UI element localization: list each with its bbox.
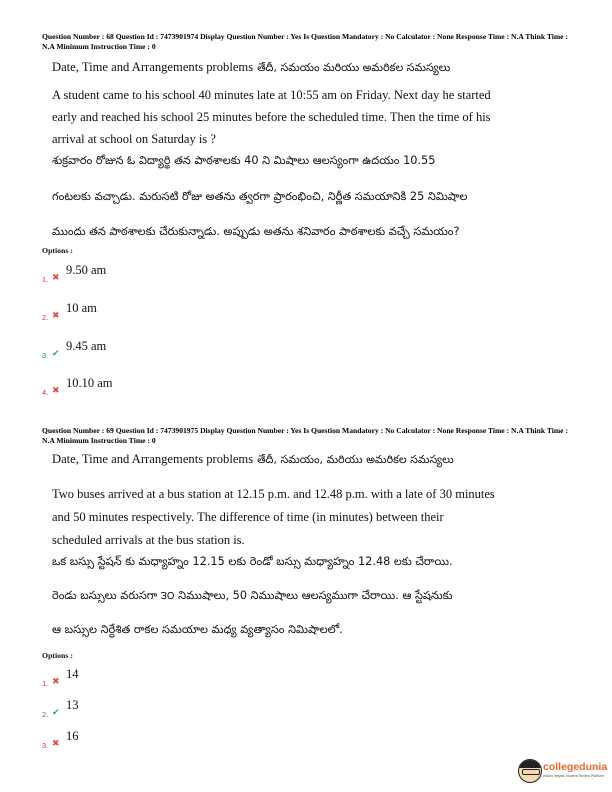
topic-telugu: తేదీ, సమయం, మరియు అమరికల సమస్యలు <box>257 453 454 466</box>
question-topic <box>52 60 450 77</box>
option-number: 3. <box>42 741 49 750</box>
option-item[interactable] <box>42 667 162 690</box>
mascot-icon <box>518 759 542 783</box>
question-line-telugu: ఒక బస్సు స్టేషన్ కు మధ్యాహ్నం 12.15 లకు రెండో బస్సు మధ్యాహ్నం 12.48 లకు చేరాయి. <box>52 555 453 568</box>
option-number: 4. <box>42 388 49 397</box>
question-line-telugu: రెండు బస్సులు వరుసగా ౩౦ నిముషాలు, 50 నిముషాలు ఆలస్యముగా చేరాయి. ఆ స్టేషనుకు <box>52 589 453 602</box>
question-line-telugu: ముందు తన పాఠశాలకు చేరుకున్నాడు. అప్పుడు అతను శనివారం పాఠశాలకు వచ్చే సమయం? <box>52 225 460 238</box>
collegedunia-logo <box>516 757 608 787</box>
check-icon: ✔ <box>52 708 60 718</box>
question-line-telugu: శుక్రవారం రోజున ఓ విద్యార్థి తన పాఠశాలకు 40 ని మిషాలు ఆలస్యంగా ఉదయం 10.55 <box>52 154 436 167</box>
question-line: arrival at school on Saturday is ? <box>52 132 216 146</box>
options-label: Options : <box>42 651 73 660</box>
option-value: 10.10 am <box>66 376 113 390</box>
option-item-correct[interactable] <box>42 698 162 721</box>
option-number: 1. <box>42 679 49 688</box>
option-item[interactable] <box>42 301 162 324</box>
check-icon: ✔ <box>52 349 60 359</box>
question-line: scheduled arrivals at the bus station is. <box>52 533 245 547</box>
question-topic <box>52 452 454 469</box>
option-value: 13 <box>66 698 79 712</box>
cross-icon: ✖ <box>52 311 60 321</box>
option-number: 2. <box>42 313 49 322</box>
question-line: A student came to his school 40 minutes late at 10:55 am on Friday. Next day he started <box>52 88 491 102</box>
options-label: Options : <box>42 246 73 255</box>
cross-icon: ✖ <box>52 677 60 687</box>
option-number: 2. <box>42 710 49 719</box>
question-line-telugu: ఆ బస్సుల నిర్ధేశిత రాకల సమయాల మధ్య వ్యత్యాసం నిమిషాలలో. <box>52 623 343 636</box>
topic-telugu: తేదీ, సమయం మరియు అమరికల సమస్యలు <box>257 61 451 74</box>
question-line-telugu: గంటలకు వచ్చాడు. మరుసటి రోజు అతను త్వరగా ప్రారంభించి, నిర్ణీత సమయానికి 25 నిమిషాల <box>52 190 468 203</box>
option-value: 10 am <box>66 301 97 315</box>
option-value: 9.50 am <box>66 263 107 277</box>
option-number: 1. <box>42 275 49 284</box>
question-meta: Question Number : 69 Question Id : 7473901975 Display Question Number : Yes Is Question Mandatory : No Calculator : None Response Time : N.A Think Time : N.A Minimum Instruction Time : 0 <box>42 426 568 445</box>
option-value: 14 <box>66 667 79 681</box>
question-meta: Question Number : 68 Question Id : 7473901974 Display Question Number : Yes Is Question Mandatory : No Calculator : None Response Time : N.A Think Time : N.A Minimum Instruction Time : 0 <box>42 32 568 51</box>
option-value: 16 <box>66 729 79 743</box>
option-value: 9.45 am <box>66 339 107 353</box>
logo-name: collegedunia <box>543 761 608 773</box>
question-line: early and reached his school 25 minutes before the scheduled time. Then the time of his <box>52 110 491 124</box>
topic-english: Date, Time and Arrangements problems <box>52 60 254 74</box>
cross-icon: ✖ <box>52 739 60 749</box>
topic-english: Date, Time and Arrangements problems <box>52 452 254 466</box>
logo-tagline: India's largest Student Review Platform <box>543 774 604 778</box>
option-number: 3. <box>42 351 49 360</box>
option-item[interactable] <box>42 263 162 286</box>
question-line: and 50 minutes respectively. The difference of time (in minutes) between their <box>52 510 444 524</box>
option-item-correct[interactable] <box>42 339 162 362</box>
option-item[interactable] <box>42 376 162 399</box>
option-item[interactable] <box>42 729 162 752</box>
question-line: Two buses arrived at a bus station at 12.15 p.m. and 12.48 p.m. with a late of 30 minutes <box>52 487 495 501</box>
cross-icon: ✖ <box>52 386 60 396</box>
cross-icon: ✖ <box>52 273 60 283</box>
